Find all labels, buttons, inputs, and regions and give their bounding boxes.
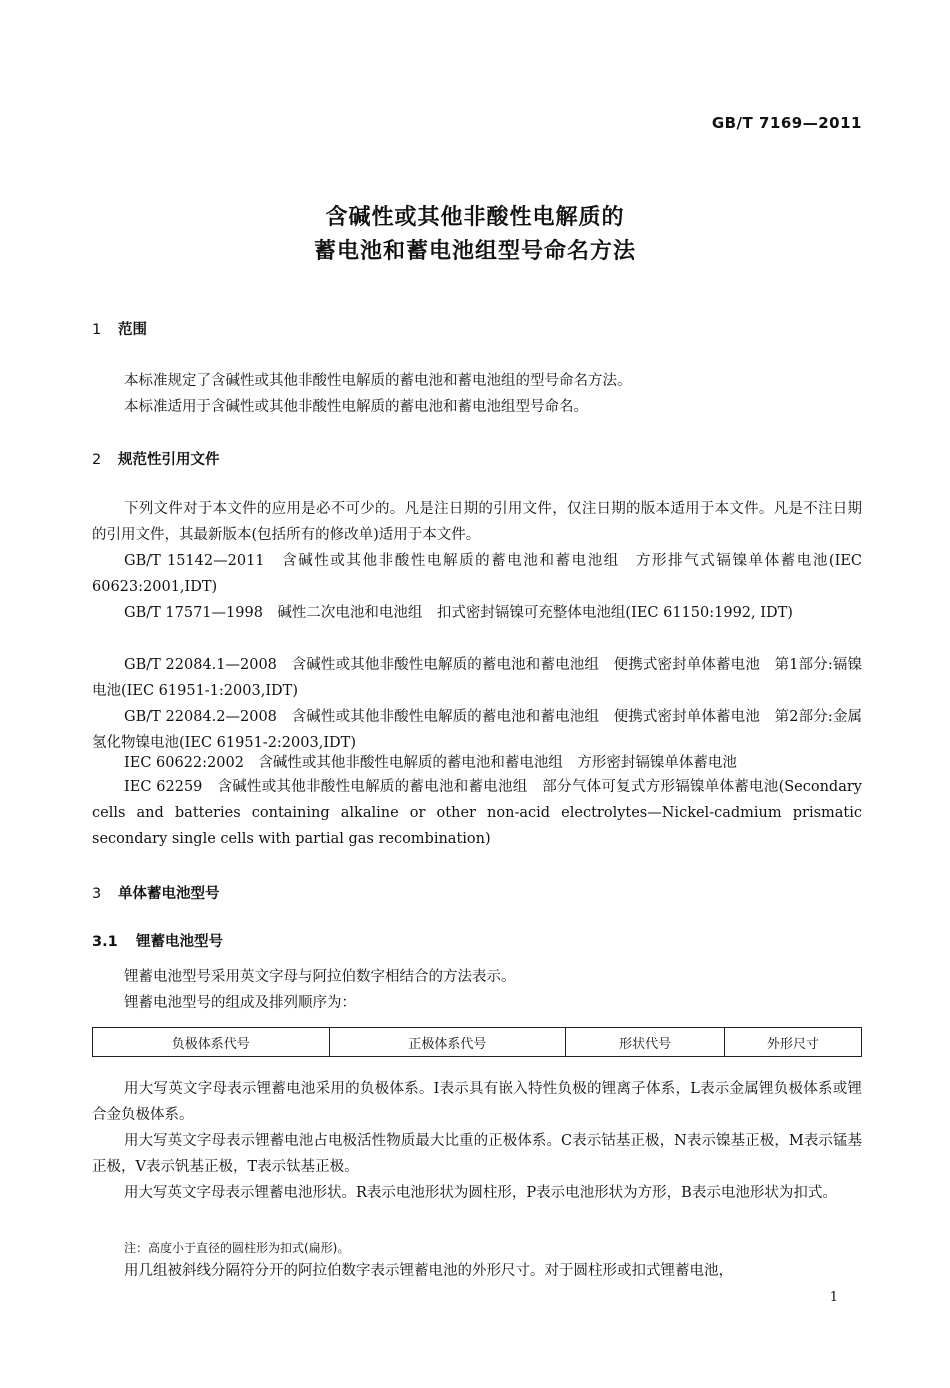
- section-title: 范围: [118, 322, 147, 338]
- reference-item: GB/T 22084.1—2008 含碱性或其他非酸性电解质的蓄电池和蓄电池组 便携式密封单体蓄电池 第1部分:镉镍电池(IEC 61951-1:2003,IDT): [92, 657, 862, 699]
- paragraph: 本标准规定了含碱性或其他非酸性电解质的蓄电池和蓄电池组的型号命名方法。: [124, 373, 632, 389]
- section-3-heading: [92, 882, 220, 903]
- subsection-number: 3.1: [92, 934, 118, 950]
- section-2-heading: [92, 448, 220, 469]
- table-cell: 外形尺寸: [725, 1028, 862, 1057]
- standard-code: GB/T 7169—2011: [711, 114, 862, 132]
- paragraph: 锂蓄电池型号的组成及排列顺序为：: [124, 995, 356, 1011]
- table-cell: 正极体系代号: [329, 1028, 566, 1057]
- reference-item: IEC 62259 含碱性或其他非酸性电解质的蓄电池和蓄电池组 部分气体可复式方形镉镍单体蓄电池(Secondary cells and batteries containing alkaline or other non-acid electrolytes—Nickel-cadmium prismatic secondary single cells with partial gas recombination): [92, 779, 862, 847]
- document-title-line-2: 蓄电池和蓄电池组型号命名方法: [313, 239, 636, 264]
- reference-item: GB/T 22084.2—2008 含碱性或其他非酸性电解质的蓄电池和蓄电池组 便携式密封单体蓄电池 第2部分:金属氢化物镍电池(IEC 61951-2:2003,IDT): [92, 709, 862, 751]
- paragraph: 本标准适用于含碱性或其他非酸性电解质的蓄电池和蓄电池组型号命名。: [124, 399, 588, 415]
- model-format-table: [92, 1027, 862, 1057]
- section-number: 2: [92, 452, 102, 468]
- paragraph: 锂蓄电池型号采用英文字母与阿拉伯数字相结合的方法表示。: [124, 969, 516, 985]
- paragraph: 用大写英文字母表示锂蓄电池形状。R表示电池形状为圆柱形，P表示电池形状为方形，B表示电池形状为扣式。: [124, 1185, 837, 1201]
- page-number: 1: [829, 1290, 838, 1305]
- note: 注：高度小于直径的圆柱形为扣式(扁形)。: [124, 1241, 350, 1255]
- subsection-3-1-heading: [92, 930, 223, 951]
- section-number: 1: [92, 322, 102, 338]
- table-cell: 形状代号: [566, 1028, 725, 1057]
- document-title-line-1: 含碱性或其他非酸性电解质的: [325, 205, 625, 230]
- paragraph: 下列文件对于本文件的应用是必不可少的。凡是注日期的引用文件，仅注日期的版本适用于本文件。凡是不注日期的引用文件，其最新版本(包括所有的修改单)适用于本文件。: [92, 501, 862, 543]
- table-cell: 负极体系代号: [93, 1028, 330, 1057]
- subsection-title: 锂蓄电池型号: [136, 934, 223, 950]
- table-row: [93, 1028, 862, 1057]
- reference-item: IEC 60622:2002 含碱性或其他非酸性电解质的蓄电池和蓄电池组 方形密封镉镍单体蓄电池: [124, 755, 737, 771]
- section-title: 单体蓄电池型号: [118, 886, 220, 902]
- reference-item: GB/T 15142—2011 含碱性或其他非酸性电解质的蓄电池和蓄电池组 方形排气式镉镍单体蓄电池(IEC 60623:2001,IDT): [92, 553, 862, 595]
- paragraph: 用几组被斜线分隔符分开的阿拉伯数字表示锂蓄电池的外形尺寸。对于圆柱形或扣式锂蓄电池，: [124, 1263, 733, 1279]
- reference-item: GB/T 17571—1998 碱性二次电池和电池组 扣式密封镉镍可充整体电池组(IEC 61150:1992, IDT): [124, 605, 793, 621]
- section-1-heading: [92, 318, 147, 339]
- section-number: 3: [92, 886, 102, 902]
- paragraph: 用大写英文字母表示锂蓄电池采用的负极体系。I表示具有嵌入特性负极的锂离子体系，L表示金属锂负极体系或锂合金负极体系。: [92, 1081, 862, 1123]
- paragraph: 用大写英文字母表示锂蓄电池占电极活性物质最大比重的正极体系。C表示钴基正极，N表示镍基正极，M表示锰基正极，V表示钒基正极，T表示钛基正极。: [92, 1133, 862, 1175]
- section-title: 规范性引用文件: [118, 452, 220, 468]
